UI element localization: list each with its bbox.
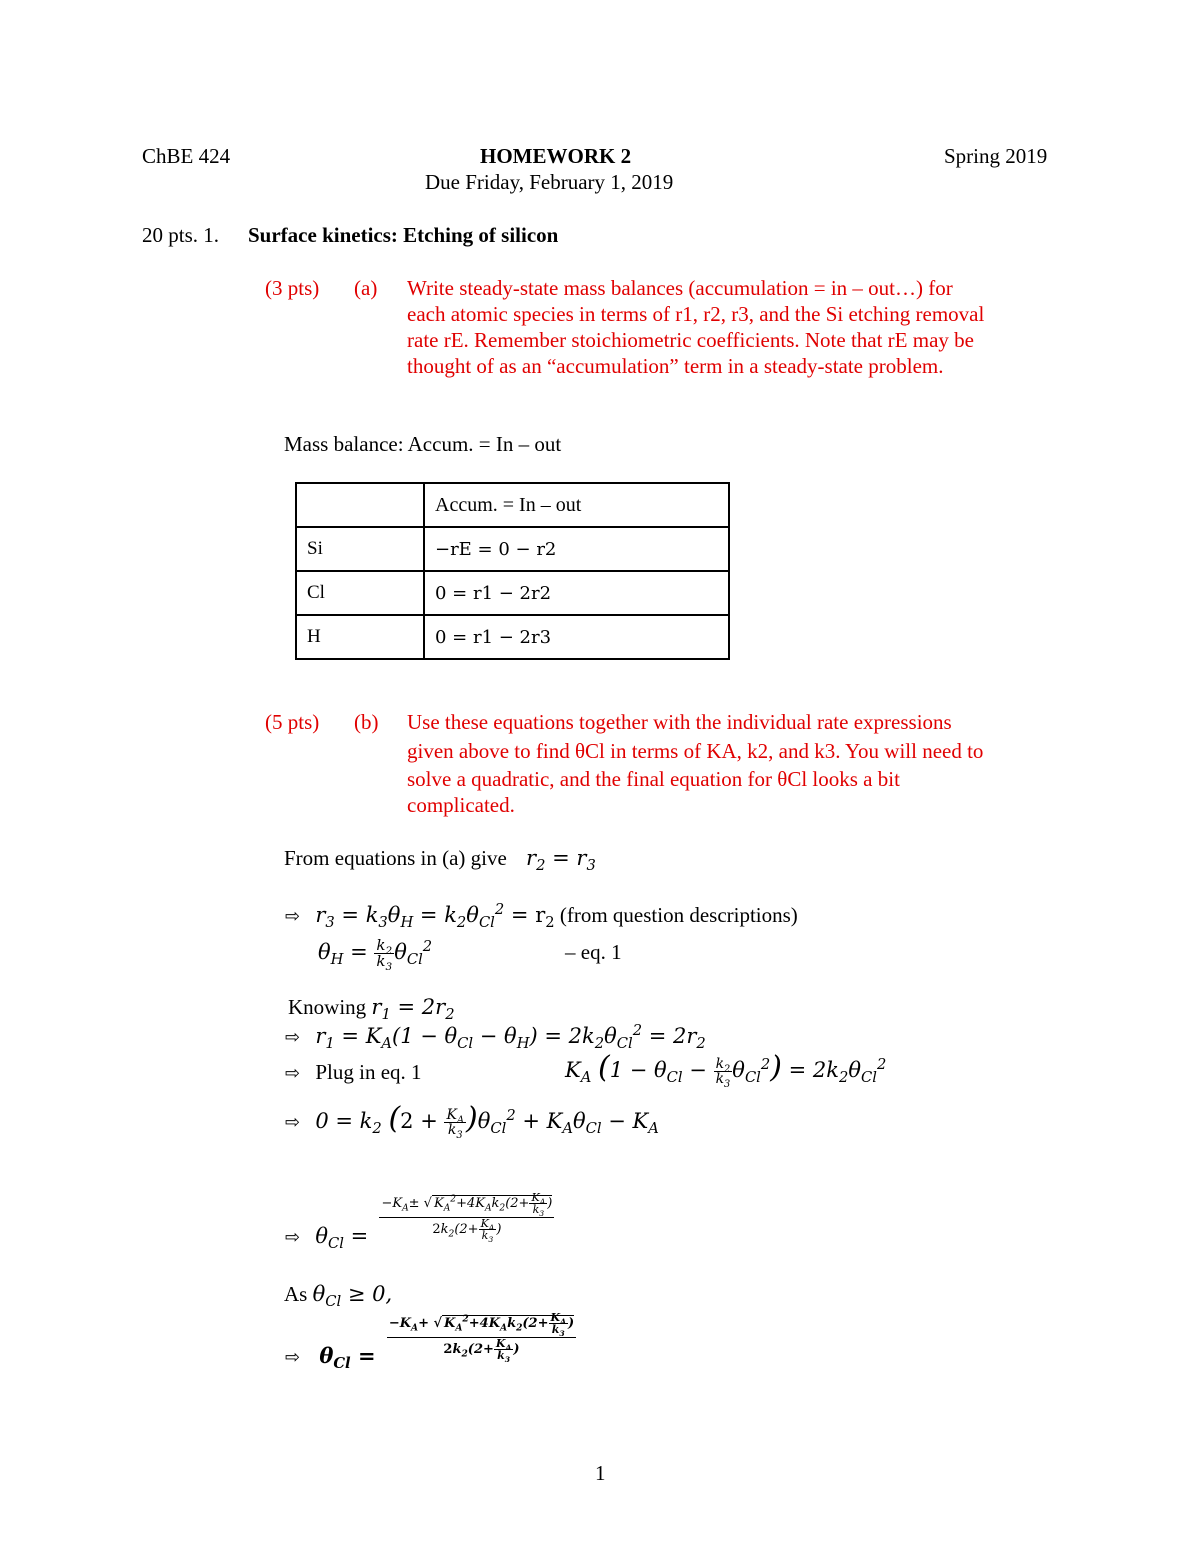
problem-points: 20 pts. 1. <box>142 223 220 247</box>
from-equations-text <box>284 846 596 875</box>
plug-in-equation: $K_A$ ($1 - \theta_{Cl}$ − $\frac{k_2}{k_3}$ $\theta_{Cl}^2) = 2k_2\theta_{Cl}^2$ <box>565 1050 887 1090</box>
problem-title: Surface kinetics: Etching of silicon <box>248 223 559 247</box>
table-header-cell: Accum. = In – out <box>424 483 729 527</box>
as-label: As <box>284 1282 308 1306</box>
implies-arrow-icon: ⇨ <box>285 1227 301 1249</box>
eq1-label: – eq. 1 <box>565 940 622 964</box>
part-b-line-2: given above to find θCl in terms of KA, k2, and k3. You will need to <box>407 739 984 763</box>
term: Spring 2019 <box>944 144 1048 168</box>
part-b-line-3: solve a quadratic, and the final equation for θCl looks a bit <box>407 767 900 791</box>
table-header-row <box>296 483 729 527</box>
document-title: HOMEWORK 2 <box>480 144 632 168</box>
species-cell: Si <box>296 527 424 571</box>
knowing-label: Knowing <box>288 995 367 1019</box>
table-row <box>296 615 729 659</box>
implies-arrow-icon: ⇨ <box>285 1027 301 1048</box>
part-a-line-2: each atomic species in terms of r1, r2, r3, and the Si etching removal <box>407 302 985 326</box>
equation-r2-r3: $r_2 = r_3$ <box>526 846 596 875</box>
due-date: Due Friday, February 1, 2019 <box>425 170 674 194</box>
table-row <box>296 571 729 615</box>
step-solution-final: ⇨ $\theta_{Cl}$ = $-K_A+$ √ $K_A^2+4K_Ak_2(2+$ $\frac{K_A}{k_3}$ ) $2k_2(2+$ $\frac{K_A}{k_3}$ ) <box>285 1311 575 1373</box>
part-a-line-3: rate rE. Remember stoichiometric coefficients. Note that rE may be <box>407 328 974 352</box>
page-number: 1 <box>595 1461 606 1485</box>
species-cell: H <box>296 615 424 659</box>
mass-balance-label: Mass balance: Accum. = In – out <box>284 432 562 456</box>
step-r1-equation: ⇨ $r_1 = K_A(1 - \theta_{Cl} - \theta_H) = 2k_2\theta_{Cl}^2 = 2r_2$ <box>285 1022 706 1053</box>
implies-arrow-icon: ⇨ <box>285 1063 301 1084</box>
rate-equation: $r_3 = k_3\theta_H = k_2\theta_{Cl}^2 = r_2$ <box>315 901 555 932</box>
equation-cell: 0 = r1 − 2r2 <box>424 571 729 615</box>
part-a-points: (3 pts) <box>265 276 320 300</box>
step-solution-general: ⇨ $\theta_{Cl}$ = $-K_A\pm$ √ $K_A^2+4K_Ak_2(2+$ $\frac{K_A}{k_3}$ ) $2k_2(2+$ $\frac{K_A}{k_3}$ ) <box>285 1191 553 1253</box>
part-b-line-1: Use these equations together with the individual rate expressions <box>407 710 952 734</box>
theta-h-equation: $\theta_H$ = $\frac{k_2}{k_3}$ $\theta_{Cl}^2$ <box>318 936 433 973</box>
knowing-line <box>288 995 455 1024</box>
part-a-line-1: Write steady-state mass balances (accumulation = in – out…) for <box>407 276 953 300</box>
from-question-note: (from question descriptions) <box>559 903 798 927</box>
implies-arrow-icon: ⇨ <box>285 1112 301 1133</box>
implies-arrow-icon: ⇨ <box>285 1347 301 1369</box>
implies-arrow-icon: ⇨ <box>285 906 301 927</box>
step-quadratic: ⇨ $0 = k_2$ (2 + $\frac{K_A}{k_3}$ )$\theta_{Cl}^2 + K_A\theta_{Cl} - K_A$ <box>285 1101 659 1141</box>
equation-cell: −rE = 0 − r2 <box>424 527 729 571</box>
species-cell: Cl <box>296 571 424 615</box>
course-code: ChBE 424 <box>142 144 231 168</box>
part-b-label: (b) <box>354 710 379 734</box>
part-b-points: (5 pts) <box>265 710 320 734</box>
from-equations-label: From equations in (a) give <box>284 846 507 870</box>
table-row <box>296 527 729 571</box>
mass-balance-table <box>295 482 730 660</box>
step-plug-in <box>285 1062 422 1083</box>
part-a-label: (a) <box>354 276 378 300</box>
equation-cell: 0 = r1 − 2r3 <box>424 615 729 659</box>
part-b-line-4: complicated. <box>407 793 515 817</box>
r1-2r2-equation: $r_1 = 2r_2$ <box>371 995 455 1024</box>
as-theta-line: As $\theta_{Cl} \ge 0$, <box>284 1282 393 1311</box>
part-a-line-4: thought of as an “accumulation” term in a steady-state problem. <box>407 354 944 378</box>
table-header-empty <box>296 483 424 527</box>
plug-in-label: Plug in eq. 1 <box>315 1060 422 1084</box>
step-rate-equation <box>285 901 798 932</box>
